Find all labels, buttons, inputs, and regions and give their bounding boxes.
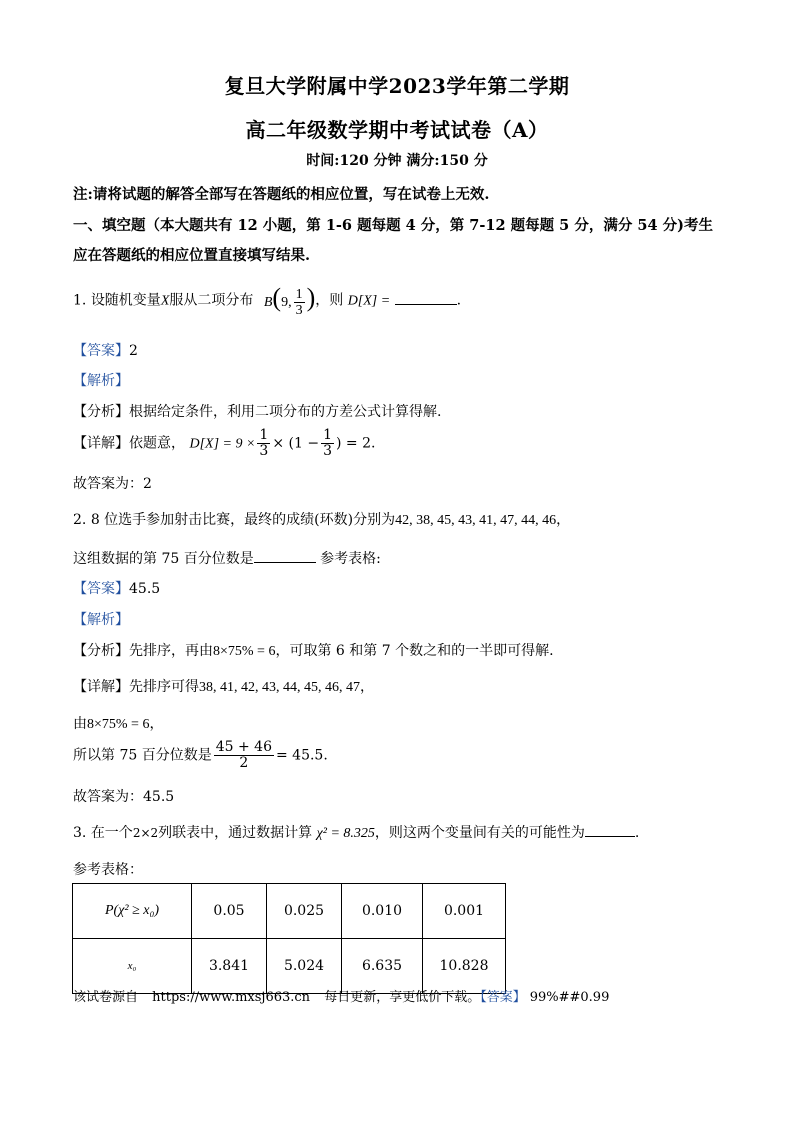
step3-end: . <box>323 747 328 764</box>
frac-num: 1 <box>323 427 332 443</box>
step2-end: ， <box>149 716 164 732</box>
q3-text-a: 在一个 <box>90 825 133 841</box>
detail-fraction-1 <box>257 428 270 459</box>
question-number: 3. <box>73 825 87 841</box>
table-cell: 10.828 <box>423 939 506 994</box>
table-cell: 0.001 <box>423 884 506 939</box>
answer-tag: 【答案】 <box>73 343 129 359</box>
q1-analysis <box>73 401 441 421</box>
detail-fraction-2 <box>321 428 334 459</box>
q2-line2-a: 这组数据的第 75 百分位数是 <box>73 551 254 567</box>
question-3 <box>73 822 639 842</box>
q2-detail <box>73 676 374 696</box>
answer-value: 2 <box>129 343 138 359</box>
question-1: 1. 设随机变量X服从二项分布 B(9, $\frac{1}{3}$ )，则 D[X] = . <box>73 283 462 319</box>
q2-analysis <box>73 640 554 660</box>
var-x: X <box>160 293 170 309</box>
question-2-line2 <box>73 548 381 568</box>
answer-blank <box>254 548 316 563</box>
detail-expr-c: ) = 2 <box>335 435 371 452</box>
analysis-text: 根据给定条件，利用二项分布的方差公式计算得解. <box>129 404 442 420</box>
q3-text-b: 列联表中，通过数据计算 <box>158 825 313 841</box>
dist-p-fraction <box>294 287 305 318</box>
answer-tag: 【答案】 <box>73 581 129 597</box>
answer-blank <box>585 822 635 837</box>
analysis-heading: 【解析】 <box>73 373 129 389</box>
q3-text-end: . <box>634 825 640 841</box>
ref-table-label: 参考表格： <box>73 862 143 878</box>
detail-tag: 【详解】 <box>73 435 129 452</box>
variance-expr: D[X] = <box>347 293 391 309</box>
detail-end: . <box>370 435 376 452</box>
analysis-tag: 【分析】 <box>73 643 129 659</box>
step3-fraction <box>214 740 274 771</box>
step2-text: 由 <box>73 716 87 732</box>
chi-square-value: χ² = 8.325 <box>316 826 375 841</box>
footer-source: 该试卷源自 <box>73 990 139 1005</box>
table-cell: 0.05 <box>192 884 267 939</box>
binomial-dist: B(9, $\frac{1}{3}$ ) <box>263 283 316 319</box>
table-header-cell: P(χ² ≥ x₀) <box>73 884 192 939</box>
footer-url[interactable]: https://www.mxsj663.cn <box>152 990 311 1005</box>
q1-text-c: ，则 <box>315 292 344 309</box>
q1-answer <box>73 340 138 360</box>
dist-n: 9, <box>281 295 292 310</box>
table-cell: 6.635 <box>342 939 423 994</box>
footer-update: 每日更新，享更低价下载。 <box>324 990 481 1005</box>
q2-line2-b: 参考表格: <box>320 551 381 567</box>
q2-text-end: ， <box>556 512 571 528</box>
frac-den: 3 <box>259 443 269 459</box>
detail-text: 依题意， <box>129 435 185 452</box>
reference-table <box>72 883 506 994</box>
q1-text-a: 设随机变量 <box>90 292 161 309</box>
table-cell: 5.024 <box>267 939 342 994</box>
section-heading-line1: 一、填空题（本大题共有 12 小题，第 1-6 题每题 4 分，第 7-12 题每题 5 分，满分 54 分)考生 <box>73 217 713 234</box>
q2-data: 42, 38, 45, 43, 41, 47, 44, 46 <box>395 513 557 528</box>
frac-den: 3 <box>295 303 303 319</box>
q2-conclusion: 故答案为：45.5 <box>73 789 175 805</box>
answer-tag: 【答案】 <box>480 990 526 1005</box>
q1-text-b: 服从二项分布 <box>169 292 254 309</box>
detail-expr-a: D[X] = 9 × <box>189 436 256 452</box>
analysis-tag: 【分析】 <box>73 404 129 420</box>
step2-expr: 8×75% = 6 <box>87 717 150 732</box>
detail-tag: 【详解】 <box>73 679 129 695</box>
analysis-text-b: ，可取第 6 和第 7 个数之和的一半即可得解. <box>275 643 554 659</box>
analysis-expr: 8×75% = 6 <box>213 644 276 659</box>
detail-expr-b: × (1 − <box>272 435 320 452</box>
table-header-cell: x₀ <box>73 939 192 994</box>
q3-size: 2×2 <box>132 826 159 840</box>
answer-value: 45.5 <box>129 581 161 597</box>
table-cell: 0.025 <box>267 884 342 939</box>
q2-step2 <box>73 713 163 733</box>
analysis-text-a: 先排序，再由 <box>129 643 213 659</box>
exam-subtitle: 高二年级数学期中考试试卷（A） <box>245 118 549 142</box>
answer-blank <box>395 290 457 305</box>
source-footer <box>73 986 609 1005</box>
time-info: 时间:120 分钟 满分:150 分 <box>306 153 488 169</box>
frac-den: 3 <box>323 443 332 459</box>
frac-num: 1 <box>295 287 303 303</box>
section-heading-line2: 应在答题纸的相应位置直接填写结果. <box>73 247 311 264</box>
detail-end: ， <box>360 679 374 695</box>
table-row <box>73 884 506 939</box>
step3-text: 所以第 75 百分位数是 <box>73 747 212 764</box>
table-cell: 0.010 <box>342 884 423 939</box>
detail-text: 先排序可得 <box>129 679 199 695</box>
step3-result: = 45.5 <box>275 747 324 764</box>
frac-num: 1 <box>259 427 269 443</box>
q2-answer <box>73 578 160 598</box>
q1-conclusion: 故答案为：2 <box>73 476 152 492</box>
analysis-heading: 【解析】 <box>73 612 129 628</box>
sorted-data: 38, 41, 42, 43, 44, 45, 46, 47 <box>199 680 360 695</box>
frac-num: 45 + 46 <box>215 739 272 755</box>
exam-title: 复旦大学附属中学2023学年第二学期 <box>224 74 570 98</box>
exam-note: 注:请将试题的解答全部写在答题纸的相应位置，写在试卷上无效. <box>73 186 490 203</box>
dist-b: B <box>263 295 273 310</box>
question-number: 1. <box>73 292 87 309</box>
footer-answer: 99%##0.99 <box>529 990 610 1005</box>
question-2 <box>73 509 570 529</box>
q2-text-a: 8 位选手参加射击比赛，最终的成绩(环数)分别为 <box>90 512 396 528</box>
table-cell: 3.841 <box>192 939 267 994</box>
q2-step3 <box>73 740 328 771</box>
question-number: 2. <box>73 512 87 528</box>
q1-detail <box>73 428 375 459</box>
q3-text-c: ，则这两个变量间有关的可能性为 <box>374 825 585 841</box>
frac-den: 2 <box>239 755 249 771</box>
